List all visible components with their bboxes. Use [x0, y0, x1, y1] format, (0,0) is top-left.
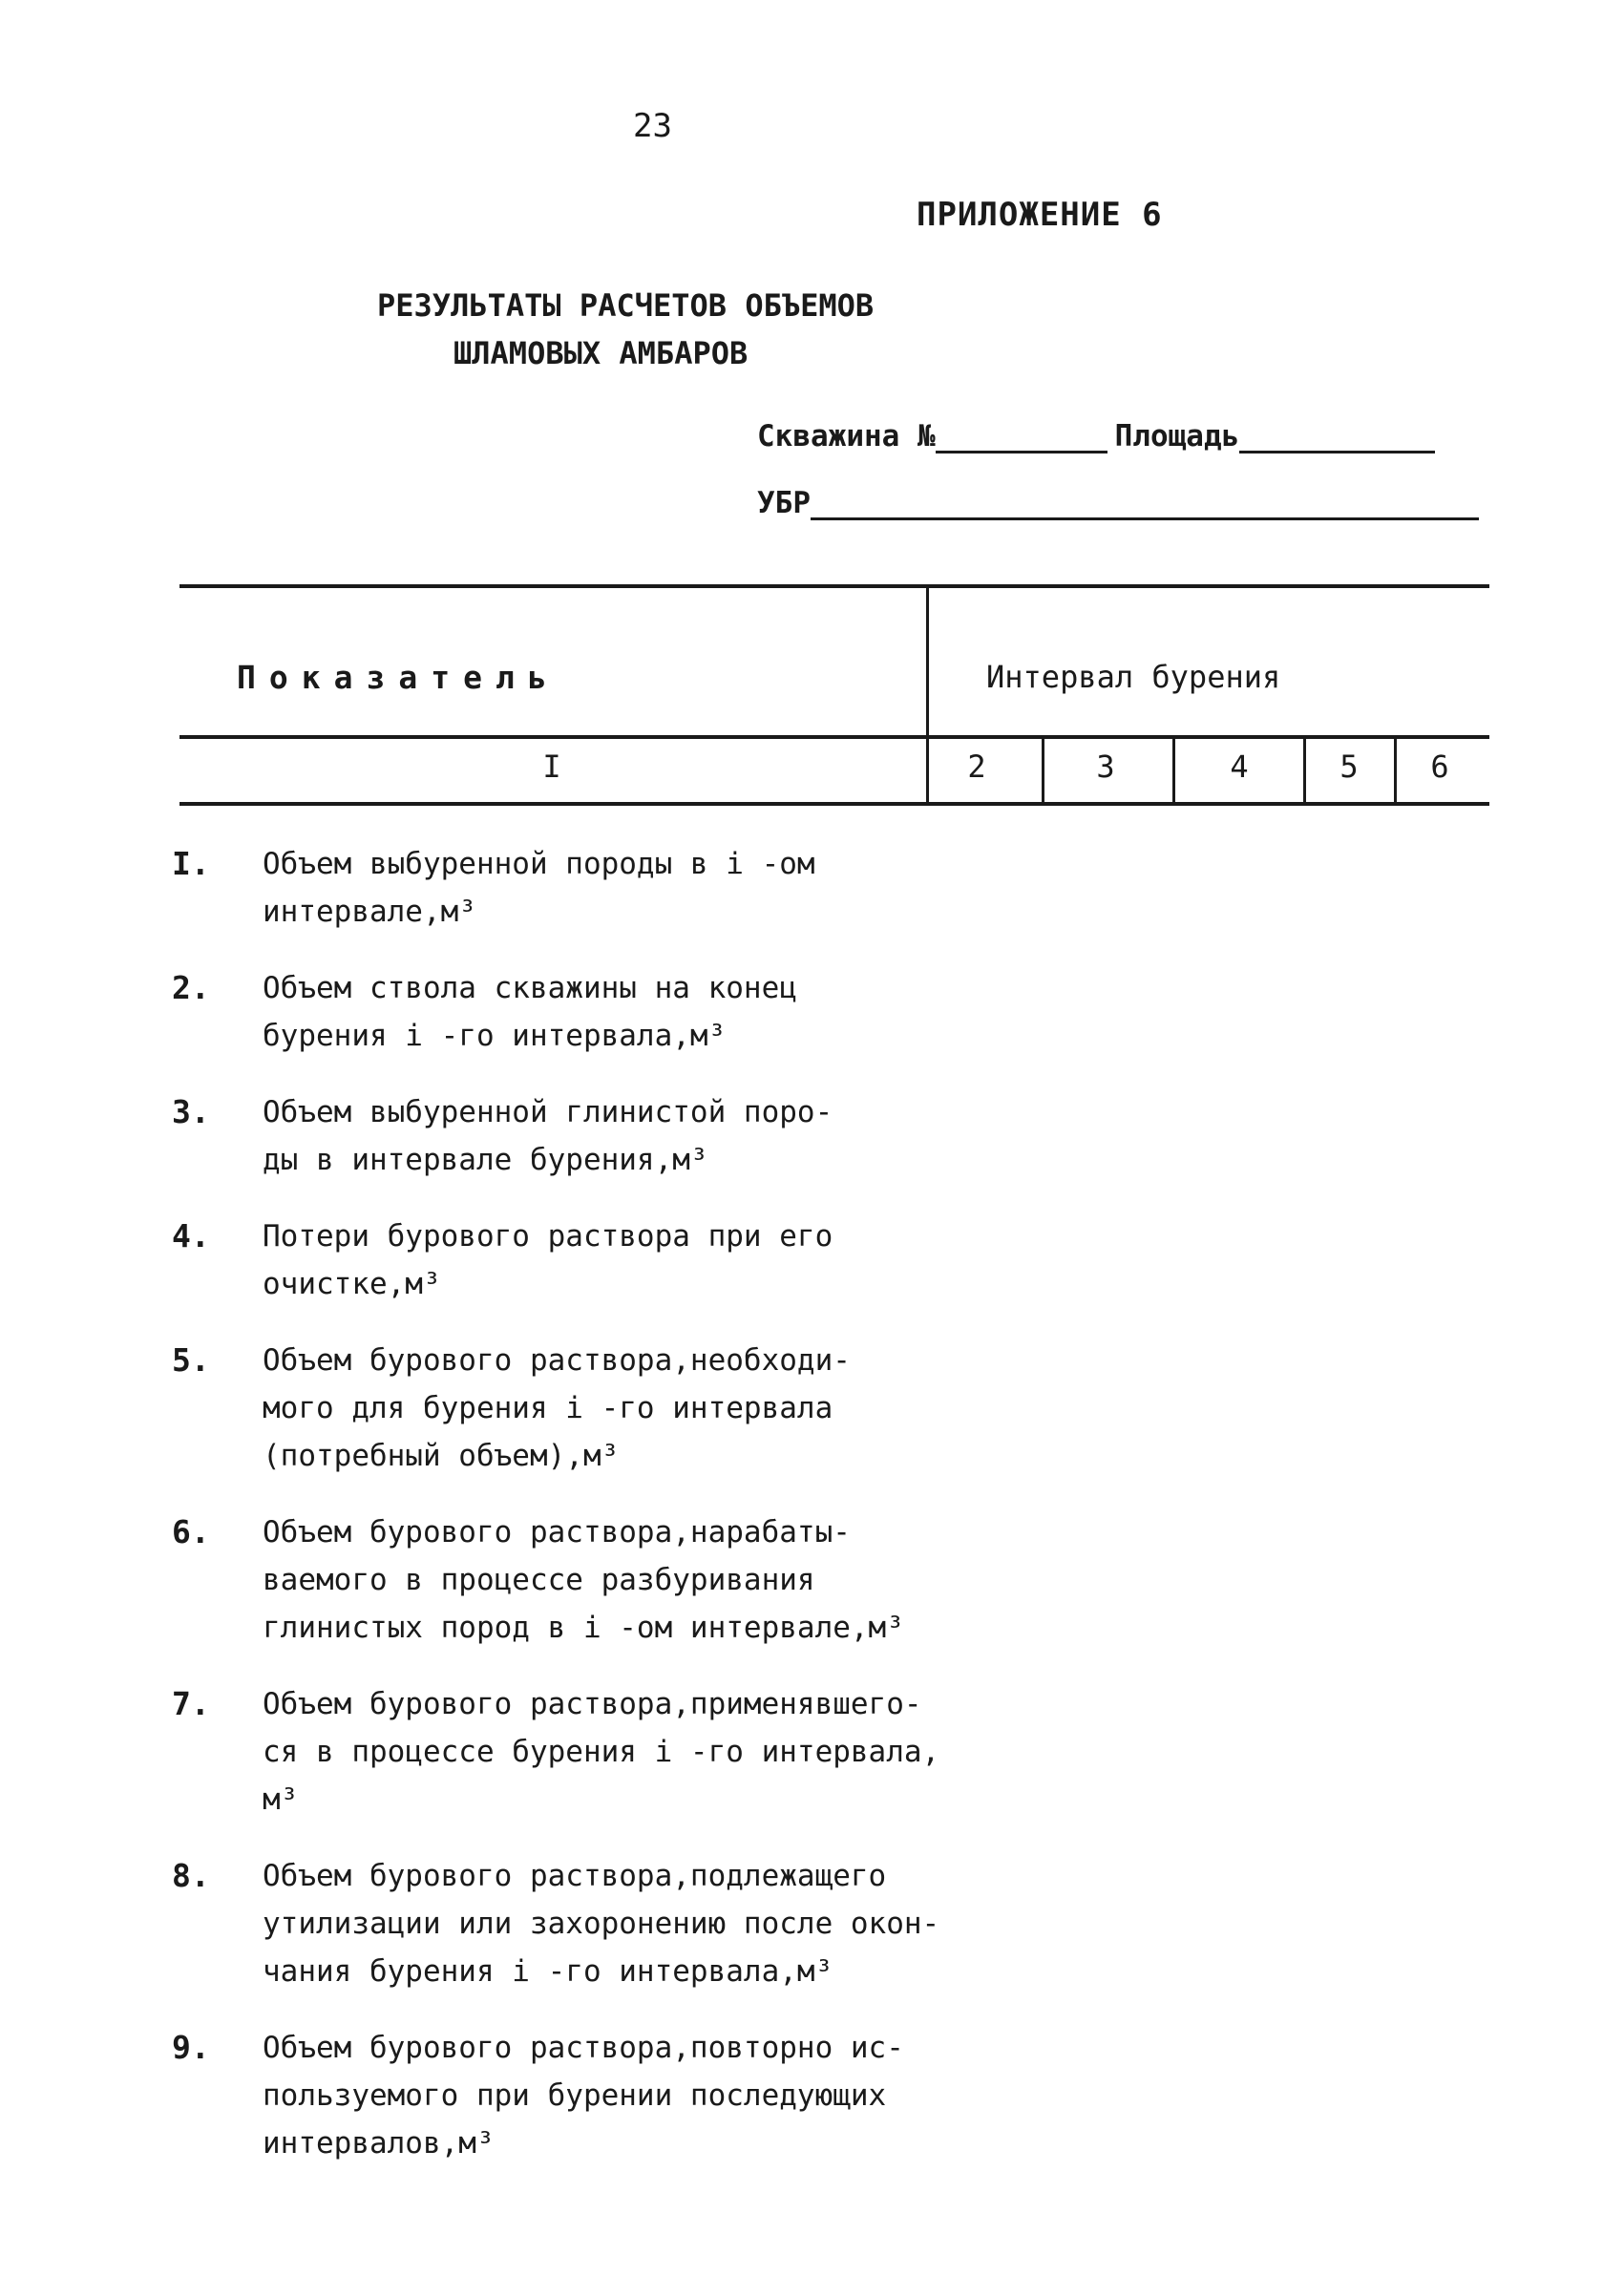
item-text: Объем ствола скважины на конец бурения i -го интервала,м³ [263, 971, 797, 1053]
list-item [172, 1852, 1031, 1995]
well-label: Скважина № [757, 419, 936, 453]
table-divider-col3 [1042, 735, 1044, 806]
item-number: 6. [172, 1513, 210, 1550]
item-number: 5. [172, 1341, 210, 1379]
item-text: Объем бурового раствора,применявшего- ся в процессе бурения i -го интервала, м³ [263, 1687, 940, 1817]
list-item [172, 840, 1031, 936]
table-divider-col5 [1303, 735, 1306, 806]
item-text: Объем бурового раствора,повторно ис- пользуемого при бурении последующих интервалов,м³ [263, 2031, 904, 2161]
column-number-2: 2 [967, 748, 986, 785]
item-number: I. [172, 845, 210, 882]
well-area-row [757, 418, 1435, 453]
ubr-row [757, 485, 1479, 520]
column-number-5: 5 [1339, 748, 1359, 785]
item-text: Объем бурового раствора,подлежащего утилизации или захоронению после окон- чания бурения i -го интервала,м³ [263, 1859, 940, 1989]
column-number-3: 3 [1096, 748, 1115, 785]
item-number: 4. [172, 1217, 210, 1254]
item-number: 3. [172, 1093, 210, 1130]
table-bottom-rule [179, 802, 1489, 806]
table-divider-main [926, 584, 929, 806]
item-text: Потери бурового раствора при его очистке,м³ [263, 1219, 833, 1301]
list-item [172, 2024, 1031, 2167]
title-line-1: РЕЗУЛЬТАТЫ РАСЧЕТОВ ОБЪЕМОВ [377, 287, 875, 324]
indicator-header: Показатель [237, 659, 560, 696]
indicator-list [172, 840, 1031, 2196]
list-item [172, 1088, 1031, 1184]
item-number: 2. [172, 969, 210, 1006]
area-label: Площадь [1114, 419, 1240, 453]
item-text: Объем выбуренной породы в i -ом интервале,м³ [263, 847, 815, 929]
appendix-label: ПРИЛОЖЕНИЕ 6 [917, 196, 1163, 234]
column-number-4: 4 [1230, 748, 1249, 785]
interval-header: Интервал бурения [986, 659, 1281, 695]
item-text: Объем бурового раствора,необходи- мого для бурения i -го интервала (потребный объем),м³ [263, 1343, 851, 1473]
table-divider-col4 [1172, 735, 1175, 806]
results-table-header [179, 584, 1489, 809]
column-number-1: I [542, 748, 561, 785]
page-number: 23 [633, 107, 672, 145]
item-text: Объем бурового раствора,нарабаты- ваемого в процессе разбуривания глинистых пород в i -ом интервале,м³ [263, 1515, 904, 1645]
list-item [172, 1508, 1031, 1652]
list-item [172, 1337, 1031, 1480]
well-number-field[interactable] [936, 418, 1107, 453]
table-top-rule [179, 584, 1489, 588]
item-text: Объем выбуренной глинистой поро- ды в интервале бурения,м³ [263, 1095, 833, 1177]
item-number: 8. [172, 1857, 210, 1894]
document-title [377, 282, 874, 377]
title-line-2: ШЛАМОВЫХ АМБАРОВ [453, 335, 749, 371]
column-number-6: 6 [1430, 748, 1449, 785]
item-number: 9. [172, 2029, 210, 2066]
item-number: 7. [172, 1685, 210, 1722]
table-header-rule [179, 735, 1489, 739]
area-field[interactable] [1239, 418, 1435, 453]
list-item [172, 964, 1031, 1060]
ubr-label: УБР [757, 486, 811, 520]
ubr-field[interactable] [811, 485, 1479, 520]
table-divider-col6 [1394, 735, 1397, 806]
list-item [172, 1680, 1031, 1824]
list-item [172, 1212, 1031, 1308]
